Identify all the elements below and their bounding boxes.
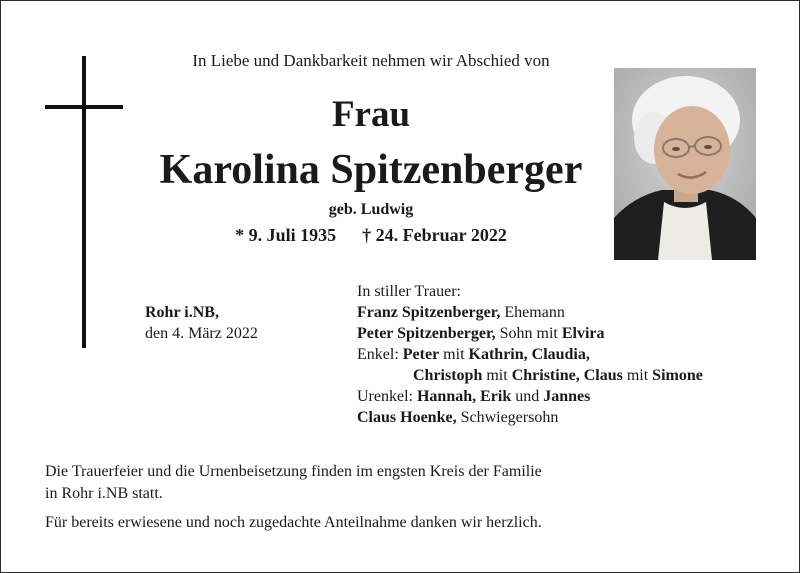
mourner-name: Kathrin, Claudia, bbox=[468, 346, 590, 363]
mourner-name: Claus Hoenke, bbox=[357, 409, 457, 426]
mourner-line bbox=[357, 346, 590, 364]
mourner-name: Jannes bbox=[543, 388, 591, 405]
mourner-name: Simone bbox=[652, 367, 703, 384]
birth-date: * 9. Juli 1935 bbox=[235, 225, 337, 245]
honorific: Frau bbox=[331, 94, 411, 135]
notice-date: den 4. März 2022 bbox=[145, 325, 258, 342]
mourner-name: Christine, Claus bbox=[511, 367, 623, 384]
death-date: † 24. Februar 2022 bbox=[362, 225, 507, 245]
mourner-line bbox=[357, 325, 605, 343]
mourner-line bbox=[357, 388, 590, 406]
connector: mit bbox=[482, 367, 512, 384]
mourner-name: Franz Spitzenberger, bbox=[357, 304, 501, 321]
connector: mit bbox=[622, 367, 653, 384]
portrait-photo bbox=[614, 68, 756, 260]
connector: mit bbox=[439, 346, 469, 363]
mourner-relation: Sohn mit bbox=[495, 325, 562, 342]
mourner-line bbox=[413, 367, 703, 385]
mourner-name: Peter bbox=[402, 346, 440, 363]
maiden-name: geb. Ludwig bbox=[328, 201, 414, 218]
funeral-info-line2: in Rohr i.NB statt. bbox=[45, 485, 163, 502]
thanks-text: Für bereits erwiesene und noch zugedachte Anteilnahme danken wir herzlich. bbox=[45, 514, 542, 531]
mourner-relation: Ehemann bbox=[500, 304, 565, 321]
mourner-name: Hannah, Erik bbox=[416, 388, 512, 405]
mourner-line bbox=[357, 304, 565, 322]
mourner-name: Peter Spitzenberger, bbox=[357, 325, 496, 342]
mourner-prefix: Enkel: bbox=[357, 346, 403, 363]
connector: und bbox=[511, 388, 544, 405]
mourner-relation: Schwiegersohn bbox=[456, 409, 559, 426]
portrait-illustration bbox=[614, 68, 756, 260]
mourner-line bbox=[357, 409, 558, 427]
mourner-name: Christoph bbox=[413, 367, 483, 384]
intro-text: In Liebe und Dankbarkeit nehmen wir Abschied von bbox=[192, 51, 550, 70]
mourner-prefix: Urenkel: bbox=[357, 388, 417, 405]
mourners-heading: In stiller Trauer: bbox=[357, 283, 461, 300]
place: Rohr i.NB, bbox=[145, 304, 219, 321]
funeral-info-line1: Die Trauerfeier und die Urnenbeisetzung finden im engsten Kreis der Familie bbox=[45, 463, 542, 480]
deceased-name: Karolina Spitzenberger bbox=[159, 147, 583, 193]
mourner-partner: Elvira bbox=[561, 325, 605, 342]
